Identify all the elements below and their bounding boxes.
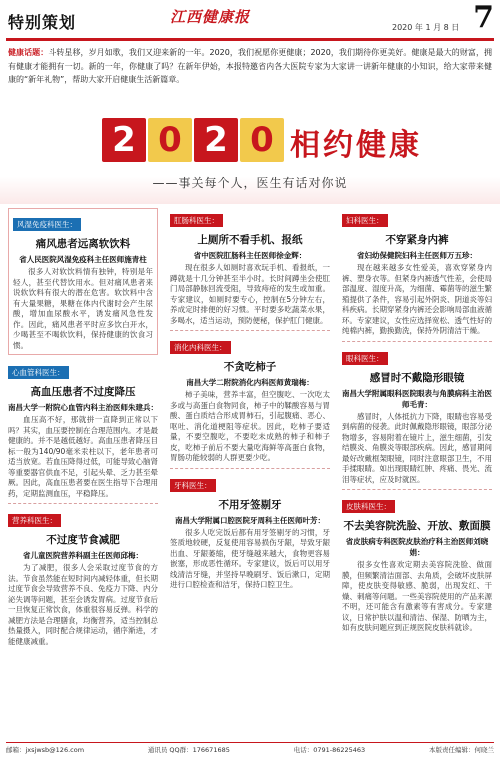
page-number: 7 bbox=[473, 0, 494, 35]
article-body: 现在很多人如厕时喜欢玩手机、看报纸，一蹲就是十几分钟甚至半小时。长时间蹲坐会使肛门局部静脉回流受阻，导致痔疮的发生或加重。专家建议，如厕时要专心，控制在5分钟左右，养成定时排便的好习惯。平时要多吃蔬菜水果，多喝水，适当运动，预防便秘，保护肛门健康。 bbox=[170, 263, 330, 325]
feature-banner bbox=[0, 112, 500, 204]
article-byline: 南昌大学附属口腔医院牙周科主任医师叶芳： bbox=[175, 515, 325, 525]
article-title: 感冒时不戴隐形眼镜 bbox=[369, 371, 465, 384]
newspaper-logo: 江西健康报 bbox=[170, 8, 251, 26]
article-byline: 省皮肤病专科医院皮肤治疗科主治医师刘晓娟： bbox=[345, 537, 489, 557]
column-right bbox=[342, 208, 492, 634]
article-byline: 南昌大学附属眼科医院眼表与角膜病科主治医师毛青： bbox=[342, 388, 492, 409]
article-byline: 省人民医院风湿免疫科主任医师施青柱 bbox=[19, 255, 147, 264]
section-divider bbox=[342, 341, 492, 342]
article-body: 很多女性喜欢定期去美容院洗脸、做面膜，但频繁清洁面部、去角质，会破坏皮肤屏障，使皮肤变得敏感、脆弱，出现发红、干燥、刺痛等问题。一些美容院使用的产品来源不明，还可能含有激素等有害成分。专家建议，日常护肤以温和清洁、保湿、防晒为主，如有皮肤问题应到正规医院皮肤科就诊。 bbox=[342, 560, 492, 632]
article-tag: 肛肠科医生： bbox=[170, 214, 223, 227]
section-divider bbox=[170, 330, 330, 331]
footer-email: 邮箱：jxsjwsb@126.com bbox=[6, 746, 85, 754]
issue-date: 2020 年 1 月 8 日 bbox=[392, 23, 460, 32]
article-body: 很多人对软饮料情有独钟，特别是年轻人，甚至代替饮用水。但对痛风患者来说软饮料有很大的潜在危害。软饮料中含有大量果糖，果糖在体内代谢时会产生尿酸，增加血尿酸水平，诱发痛风急性发作。因此，痛风患者平时应多饮白开水，少喝甚至不喝软饮料，保持健康的饮食习惯。 bbox=[13, 267, 153, 350]
section-divider bbox=[8, 503, 158, 504]
article-byline: 省中医院肛肠科主任医师徐金辉： bbox=[193, 251, 307, 260]
article-tag: 心血管科医生： bbox=[8, 366, 69, 379]
article-title: 不贪吃柿子 bbox=[223, 361, 277, 373]
lead-paragraph bbox=[8, 46, 492, 110]
footer-qq: 通讯员 QQ群：176671685 bbox=[147, 746, 230, 754]
article-body: 现在越来越多女性爱美，喜欢穿紧身内裤、塑身衣等。但紧身内裤透气性差，会使局部温度、湿度升高，为细菌、霉菌等的滋生繁殖提供了条件，容易引起外阴炎、阴道炎等妇科疾病。长期穿紧身内裤还会影响局部血液循环。专家建议，女性应选择宽松、透气性好的纯棉内裤，勤换勤洗，保持外阴清洁干燥。 bbox=[342, 263, 492, 335]
lead-label: 健康话题： bbox=[8, 48, 49, 57]
article-byline: 省妇幼保健院妇科主任医师万五珍： bbox=[357, 251, 477, 260]
article-title: 不去美容院洗脸、开放、敷面膜 bbox=[343, 520, 491, 532]
article-title: 痛风患者远离软饮料 bbox=[35, 238, 131, 250]
article-title: 不过度节食减肥 bbox=[46, 534, 120, 546]
article-title: 高血压患者不过度降压 bbox=[30, 386, 136, 398]
year-digit: 2 bbox=[102, 118, 146, 162]
article-title: 不用牙签剔牙 bbox=[218, 498, 282, 511]
article-tag: 消化内科医生： bbox=[170, 341, 231, 354]
article-byline: 南昌大学二附院消化内科医师黄瑞梅： bbox=[186, 378, 314, 387]
article-title: 不穿紧身内裤 bbox=[385, 234, 449, 246]
article-body: 血压高不好，那就拼一直降到正常以下吗？其实，血压要控制在合理范围内。才是最健康的。并不是越低越好。高血压患者降压目标一般为140/90毫米汞柱以下，老年患者可适当放宽。若血压降得过低，可能导致心脑肾等重要器官供血不足，引起头晕、乏力甚至晕厥。因此，高血压患者要在医生指导下合理用药，定期监测血压，平稳降压。 bbox=[8, 415, 158, 498]
year-digits bbox=[102, 118, 284, 162]
footer-phone: 电话：0791-86225463 bbox=[293, 746, 366, 754]
article-byline: 南昌大学一附院心血管内科主治医师朱建兵： bbox=[8, 403, 158, 412]
masthead bbox=[0, 0, 500, 44]
article-tag: 眼科医生： bbox=[342, 352, 388, 365]
article-body: 很多人吃完饭后都有用牙签剔牙的习惯，牙签质地较硬，反复使用容易损伤牙龈，导致牙龈出血、牙龈萎缩，使牙缝越来越大，食物更容易嵌塞，形成恶性循环。专家建议，饭后可以用牙线清洁牙缝，并坚持早晚刷牙、饭后漱口，定期进行口腔检查和洁牙，保持口腔卫生。 bbox=[170, 527, 330, 589]
page-footer bbox=[6, 742, 494, 754]
article-body: 为了减肥，很多人会采取过度节食的方法。节食虽然能在短时间内减轻体重，但长期过度节食会导致营养不良、免疫力下降、内分泌失调等问题，甚至会诱发胃病。过度节食后一旦恢复正常饮食，体重很容易反弹。科学的减肥方法是合理膳食，均衡营养，适当控制总热量摄入，同时配合规律运动，循序渐进，才能健康减重。 bbox=[8, 563, 158, 646]
article-tag: 营养科医生： bbox=[8, 514, 61, 527]
year-digit: 0 bbox=[148, 118, 192, 162]
article-body: 柿子美味，营养丰富，但空腹吃、一次吃太多或与高蛋白食物同食，柿子中的鞣酸容易与胃酸、蛋白质结合形成胃柿石，引起腹痛、恶心、呕吐、消化道梗阻等症状。因此，吃柿子要适量，不要空腹吃，不要吃未成熟的柿子和柿子皮，吃柿子前后不要大量吃海鲜等高蛋白食物，胃肠功能较弱的人群更要少吃。 bbox=[170, 390, 330, 462]
masthead-rule bbox=[6, 38, 494, 41]
article-box bbox=[8, 208, 158, 355]
feature-headline: 相约健康 bbox=[290, 128, 422, 163]
article-tag: 风湿免疫科医生： bbox=[13, 218, 81, 231]
section-divider bbox=[342, 489, 492, 490]
article-body: 感冒时，人体抵抗力下降，眼睛也容易受到病菌的侵袭。此时佩戴隐形眼镜，眼部分泌物增多，容易附着在镜片上，滋生细菌，引发结膜炎、角膜炎等眼部疾病。因此，感冒期间最好改戴框架眼镜，同时注意眼部卫生，不用手揉眼睛。如出现眼睛红肿、疼痛、畏光、流泪等症状，应及时就医。 bbox=[342, 411, 492, 484]
feature-subtitle: ——事关每个人，医生有话对你说 bbox=[152, 176, 348, 190]
section-divider bbox=[170, 468, 330, 469]
section-title: 特别策划 bbox=[8, 13, 77, 32]
year-digit: 2 bbox=[194, 118, 238, 162]
article-byline: 省儿童医院营养科副主任医师邱梅： bbox=[23, 551, 143, 560]
article-tag: 皮肤科医生： bbox=[342, 500, 395, 513]
lead-text: 斗转星移，岁月如歌，我们又迎来新的一年。2020，我们祝愿你更健康；2020，我们期待你更美好。健康是最大的财富，拥有健康才能拥有一切。新的一年，你健康了吗？在新年伊始，本报特邀省内各大医院专家为大家讲一讲新年健康的小知识，给大家带来健康的“新年礼物”，帮助大家开启健康生活新篇章。 bbox=[8, 48, 493, 84]
article-tag: 妇科医生： bbox=[342, 214, 388, 227]
column-left bbox=[8, 208, 158, 647]
column-middle bbox=[170, 208, 330, 591]
article-title: 上厕所不看手机、报纸 bbox=[197, 234, 303, 246]
year-digit: 0 bbox=[240, 118, 284, 162]
article-tag: 牙科医生： bbox=[170, 479, 216, 492]
footer-editor: 本版责任编辑：何晓兰 bbox=[428, 746, 494, 754]
